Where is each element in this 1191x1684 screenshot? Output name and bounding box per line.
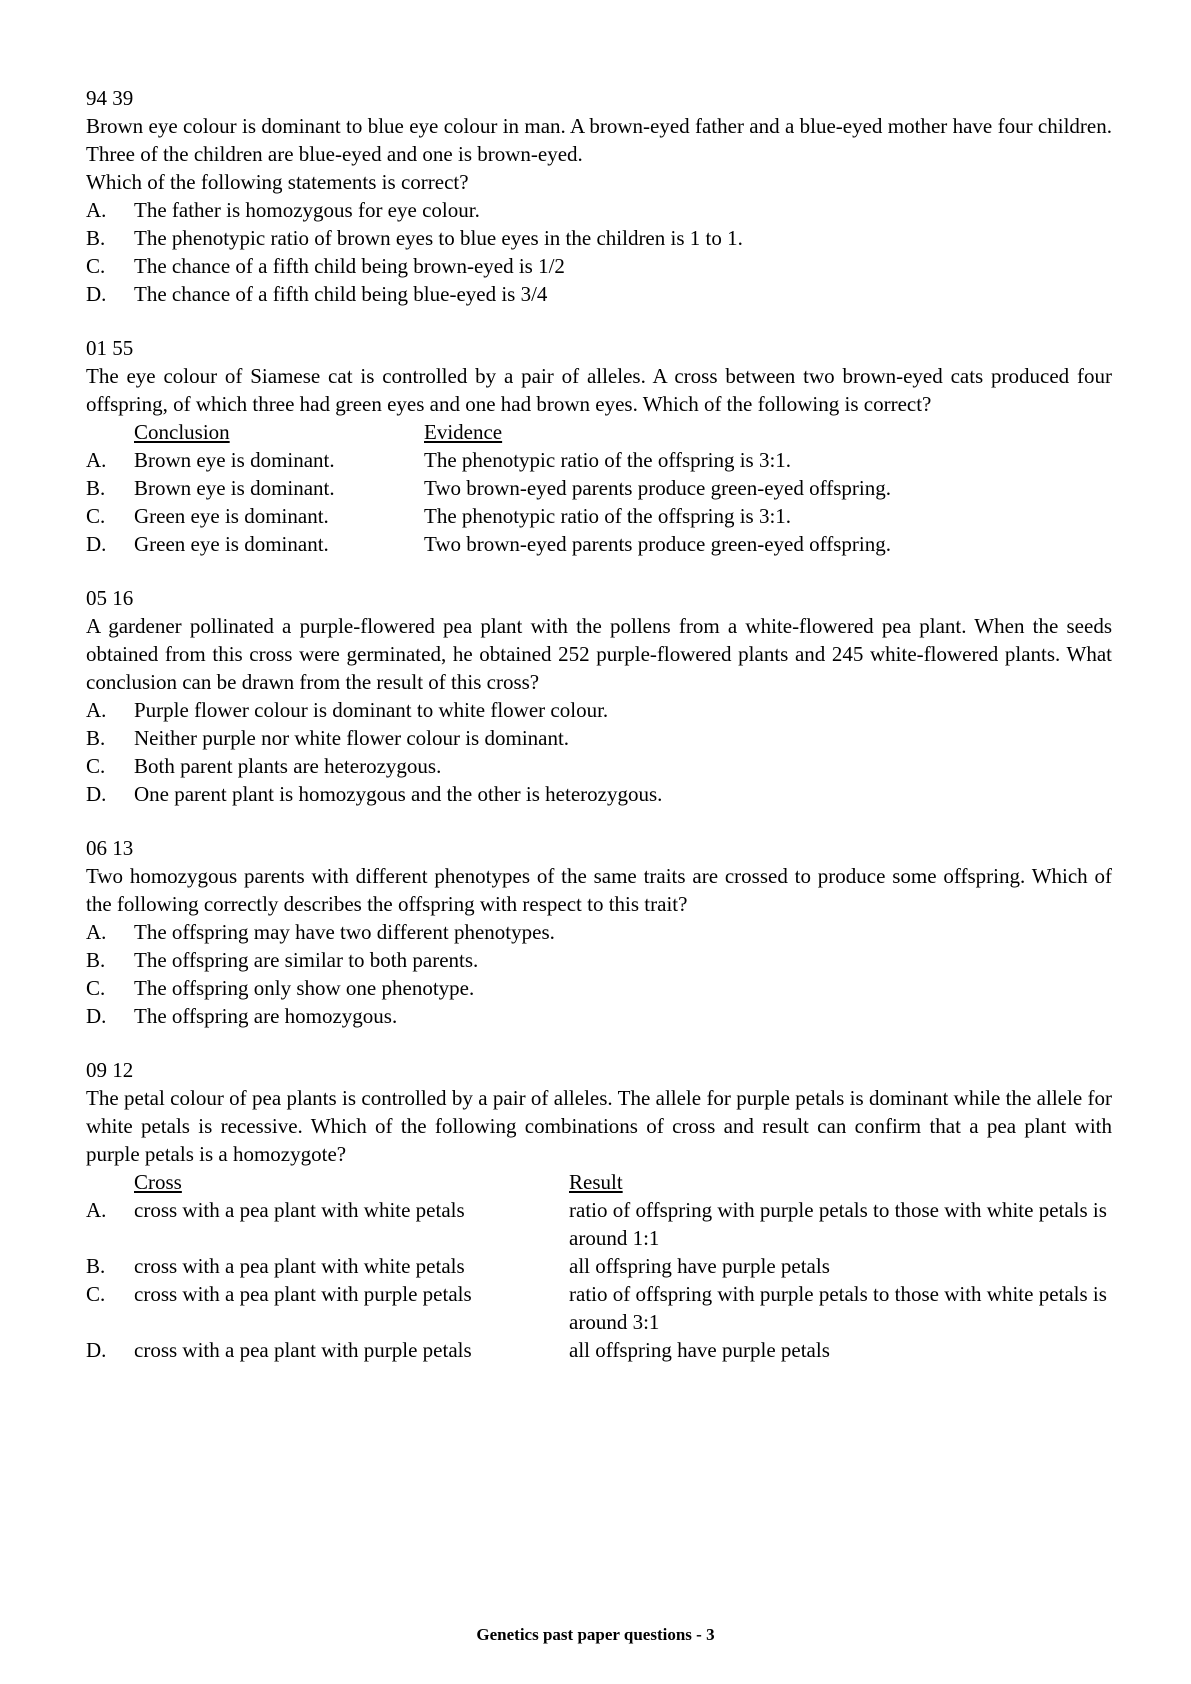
option-text: Purple flower colour is dominant to white flower colour. <box>134 698 609 722</box>
cross-header: Cross <box>134 1170 182 1194</box>
option-cross: cross with a pea plant with white petals <box>134 1198 465 1222</box>
option-letter: C. <box>86 754 106 778</box>
option-cross: cross with a pea plant with purple petals <box>134 1338 472 1362</box>
option-d <box>86 780 1112 808</box>
option-a <box>86 918 1112 946</box>
option-b <box>86 474 1112 502</box>
option-d <box>86 1002 1112 1030</box>
question-09-12 <box>86 1056 1112 1364</box>
option-letter: D. <box>86 532 107 556</box>
option-c <box>86 252 1112 280</box>
option-c <box>86 752 1112 780</box>
option-letter: D. <box>86 1004 107 1028</box>
option-result: ratio of offspring with purple petals to those with white petals is around 3:1 <box>569 1282 1107 1334</box>
option-letter: B. <box>86 226 106 250</box>
option-letter: A. <box>86 920 107 944</box>
question-prompt: Which of the following statements is correct? <box>86 170 469 194</box>
question-stem: A gardener pollinated a purple-flowered pea plant with the pollens from a white-flowered pea plant. When the seeds obtained from this cross were germinated, he obtained 252 purple-flowered plants and 245 white-flowered plants. What conclusion can be drawn from the result of this cross? <box>86 614 1112 694</box>
option-text: The offspring may have two different phenotypes. <box>134 920 555 944</box>
option-text: The offspring only show one phenotype. <box>134 976 475 1000</box>
option-letter: A. <box>86 198 107 222</box>
option-letter: D. <box>86 782 107 806</box>
question-id: 01 55 <box>86 336 134 360</box>
option-text: One parent plant is homozygous and the other is heterozygous. <box>134 782 663 806</box>
option-conclusion: Green eye is dominant. <box>134 504 329 528</box>
option-result: all offspring have purple petals <box>569 1338 830 1362</box>
evidence-header: Evidence <box>424 420 503 444</box>
option-evidence: Two brown-eyed parents produce green-eyed offspring. <box>424 476 891 500</box>
question-01-55 <box>86 334 1112 558</box>
option-letter: C. <box>86 976 106 1000</box>
question-id: 09 12 <box>86 1058 134 1082</box>
option-text: The chance of a fifth child being brown-eyed is 1/2 <box>134 254 565 278</box>
option-b <box>86 224 1112 252</box>
option-letter: A. <box>86 1198 107 1222</box>
option-evidence: Two brown-eyed parents produce green-eyed offspring. <box>424 532 891 556</box>
option-letter: A. <box>86 698 107 722</box>
option-letter: A. <box>86 448 107 472</box>
option-letter: B. <box>86 948 106 972</box>
question-id: 94 39 <box>86 86 134 110</box>
option-letter: B. <box>86 1254 106 1278</box>
option-c <box>86 974 1112 1002</box>
option-c <box>86 502 1112 530</box>
option-conclusion: Brown eye is dominant. <box>134 476 335 500</box>
result-header: Result <box>569 1170 623 1194</box>
question-05-16 <box>86 584 1112 808</box>
option-text: Both parent plants are heterozygous. <box>134 754 442 778</box>
conclusion-header: Conclusion <box>134 420 230 444</box>
option-letter: C. <box>86 504 106 528</box>
option-conclusion: Green eye is dominant. <box>134 532 329 556</box>
option-cross: cross with a pea plant with purple petals <box>134 1282 472 1306</box>
option-text: The offspring are similar to both parents. <box>134 948 479 972</box>
option-letter: D. <box>86 1338 107 1362</box>
question-stem: Brown eye colour is dominant to blue eye colour in man. A brown-eyed father and a blue-eyed mother have four children. Three of the children are blue-eyed and one is brown-eyed. <box>86 114 1112 166</box>
question-stem: The petal colour of pea plants is controlled by a pair of alleles. The allele for purple petals is dominant while the allele for white petals is recessive. Which of the following combinations of cross and result can confirm that a pea plant with purple petals is a homozygote? <box>86 1086 1112 1166</box>
column-headers <box>86 418 1112 446</box>
option-a <box>86 1196 1112 1252</box>
question-stem: The eye colour of Siamese cat is controlled by a pair of alleles. A cross between two brown-eyed cats produced four offspring, of which three had green eyes and one had brown eyes. Which of the following is correct? <box>86 364 1112 416</box>
question-id: 05 16 <box>86 586 134 610</box>
option-text: The phenotypic ratio of brown eyes to blue eyes in the children is 1 to 1. <box>134 226 743 250</box>
option-a <box>86 696 1112 724</box>
option-text: The offspring are homozygous. <box>134 1004 398 1028</box>
page-footer: Genetics past paper questions - 3 <box>476 1625 715 1644</box>
option-conclusion: Brown eye is dominant. <box>134 448 335 472</box>
option-letter: B. <box>86 476 106 500</box>
question-94-39 <box>86 84 1112 308</box>
option-d <box>86 530 1112 558</box>
option-b <box>86 1252 1112 1280</box>
option-a <box>86 196 1112 224</box>
question-id: 06 13 <box>86 836 134 860</box>
option-text: The chance of a fifth child being blue-eyed is 3/4 <box>134 282 548 306</box>
option-letter: B. <box>86 726 106 750</box>
document-page <box>86 84 1112 1390</box>
question-stem: Two homozygous parents with different phenotypes of the same traits are crossed to produce some offspring. Which of the following correctly describes the offspring with respect to this trait? <box>86 864 1112 916</box>
option-c <box>86 1280 1112 1336</box>
option-result: all offspring have purple petals <box>569 1254 830 1278</box>
option-b <box>86 724 1112 752</box>
option-b <box>86 946 1112 974</box>
option-letter: C. <box>86 254 106 278</box>
option-letter: C. <box>86 1282 106 1306</box>
option-d <box>86 1336 1112 1364</box>
option-text: Neither purple nor white flower colour is dominant. <box>134 726 570 750</box>
option-letter: D. <box>86 282 107 306</box>
question-06-13 <box>86 834 1112 1030</box>
option-evidence: The phenotypic ratio of the offspring is 3:1. <box>424 448 792 472</box>
option-text: The father is homozygous for eye colour. <box>134 198 480 222</box>
option-evidence: The phenotypic ratio of the offspring is 3:1. <box>424 504 792 528</box>
column-headers <box>86 1168 1112 1196</box>
option-d <box>86 280 1112 308</box>
option-a <box>86 446 1112 474</box>
option-cross: cross with a pea plant with white petals <box>134 1254 465 1278</box>
option-result: ratio of offspring with purple petals to those with white petals is around 1:1 <box>569 1198 1107 1250</box>
